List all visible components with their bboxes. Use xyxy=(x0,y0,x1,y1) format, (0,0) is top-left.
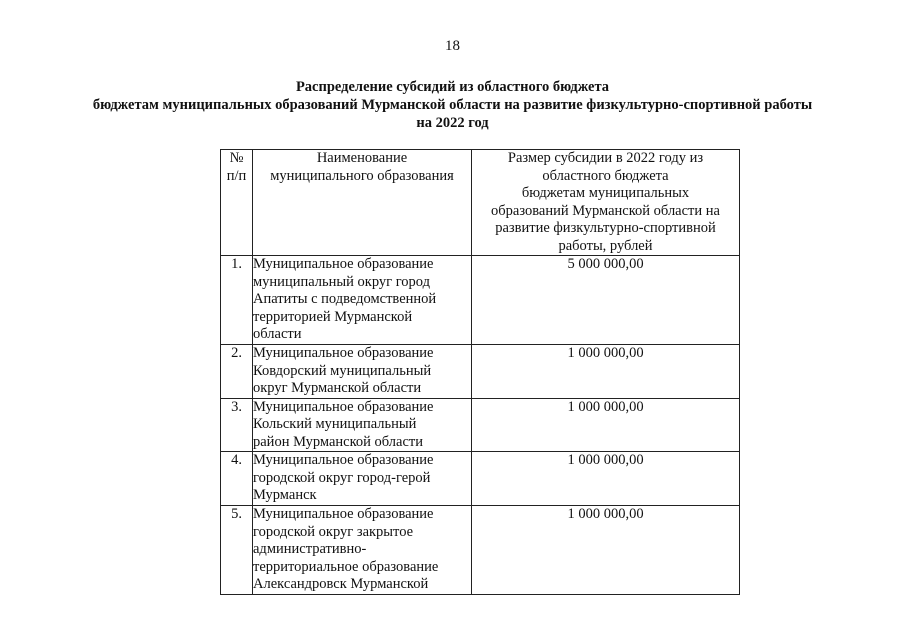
municipality-name: Муниципальное образование муниципальный округ город Апатиты с подведомственной территорией Мурманской области xyxy=(253,256,472,345)
subsidy-amount: 1 000 000,00 xyxy=(472,452,740,506)
subsidy-amount: 1 000 000,00 xyxy=(472,398,740,452)
row-number: 3. xyxy=(221,398,253,452)
table-row xyxy=(221,345,740,399)
row-number: 5. xyxy=(221,506,253,595)
table-row xyxy=(221,256,740,345)
subsidy-amount: 5 000 000,00 xyxy=(472,256,740,345)
subsidy-amount: 1 000 000,00 xyxy=(472,345,740,399)
title-line-2: бюджетам муниципальных образований Мурманской области на развитие физкультурно-спортивной работы xyxy=(92,97,813,113)
header-municipality-name: Наименование муниципального образования xyxy=(253,150,472,256)
subsidy-table xyxy=(220,149,740,595)
row-number: 1. xyxy=(221,256,253,345)
municipality-name: Муниципальное образование Кольский муниципальный район Мурманской области xyxy=(253,398,472,452)
row-number: 4. xyxy=(221,452,253,506)
row-number: 2. xyxy=(221,345,253,399)
municipality-name: Муниципальное образование городской округ закрытое административно- территориальное образование Александровск Мурманской xyxy=(253,506,472,595)
document-title xyxy=(0,78,905,132)
municipality-name: Муниципальное образование Ковдорский муниципальный округ Мурманской области xyxy=(253,345,472,399)
table-header-row xyxy=(221,150,740,256)
header-subsidy-amount: Размер субсидии в 2022 году из областного бюджета бюджетам муниципальных образований Мурманской области на развитие физкультурно-спортивной работы, рублей xyxy=(472,150,740,256)
table-row xyxy=(221,506,740,595)
title-line-1: Распределение субсидий из областного бюджета xyxy=(295,79,610,95)
header-number: № п/п xyxy=(221,150,253,256)
title-line-3: на 2022 год xyxy=(416,115,489,131)
page-number: 18 xyxy=(445,38,460,54)
subsidy-amount: 1 000 000,00 xyxy=(472,506,740,595)
table-row xyxy=(221,452,740,506)
table-row xyxy=(221,398,740,452)
municipality-name: Муниципальное образование городской округ город-герой Мурманск xyxy=(253,452,472,506)
